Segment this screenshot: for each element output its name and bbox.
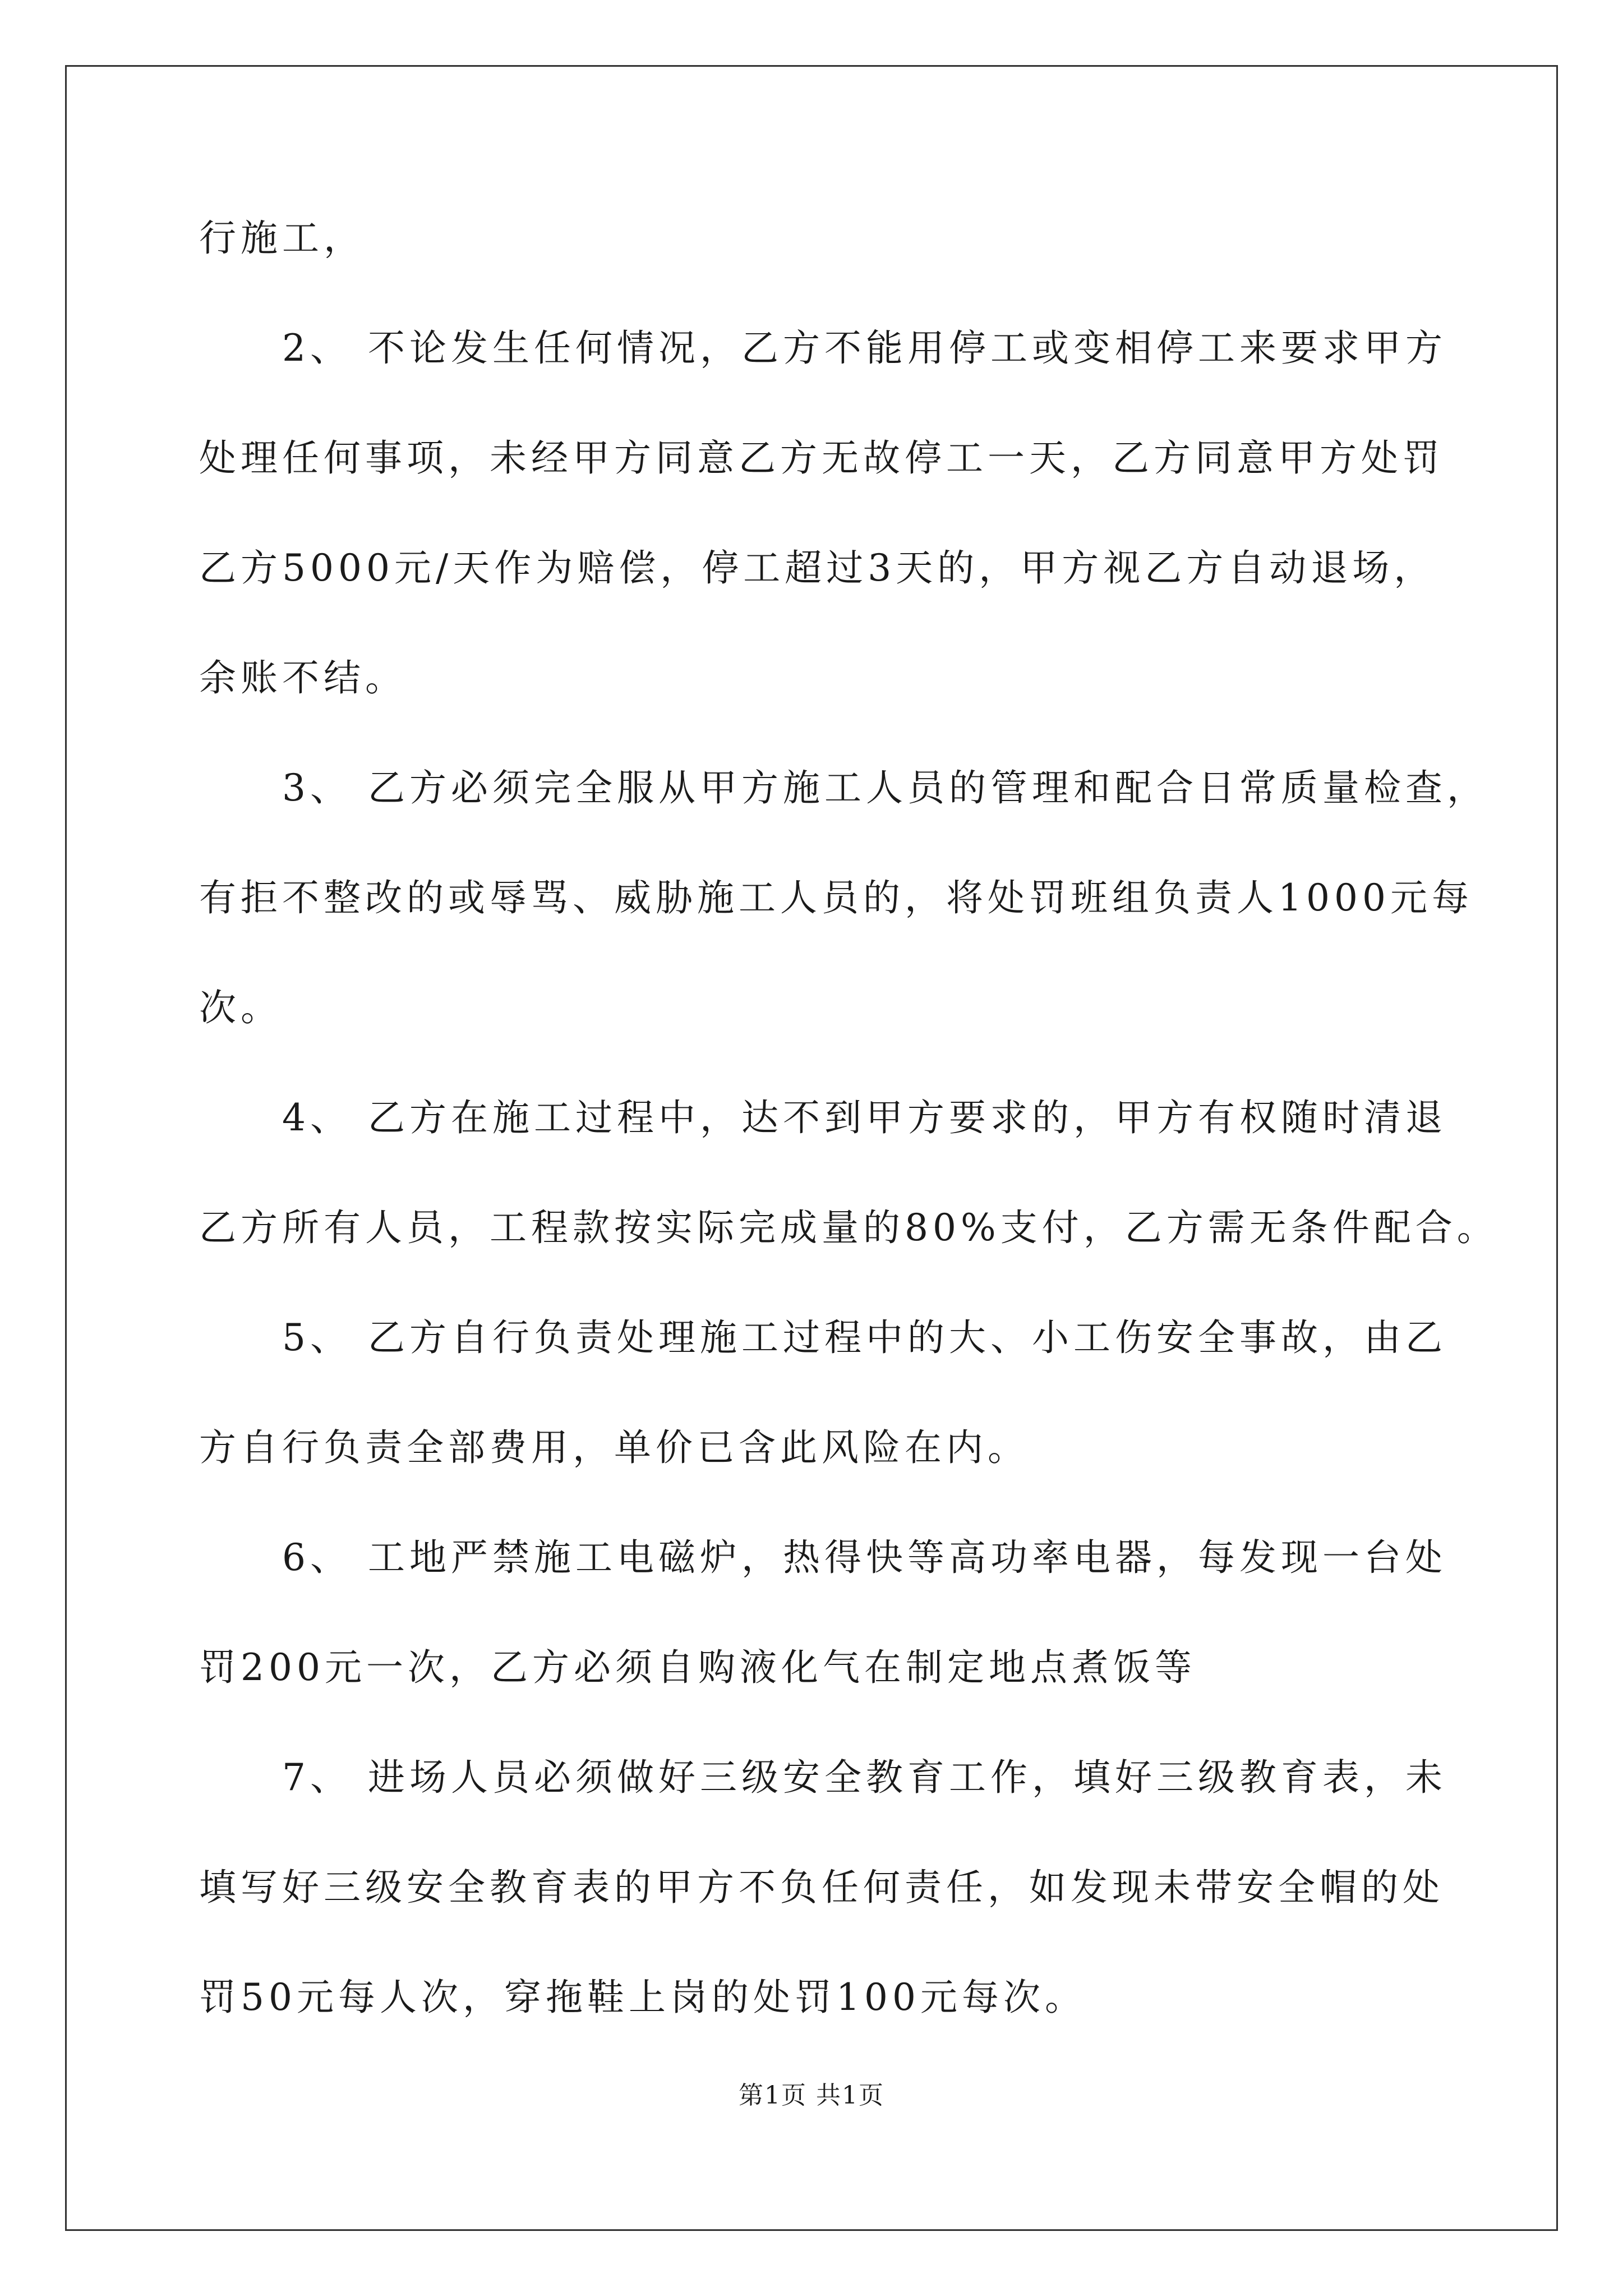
paragraph [199, 1750, 1447, 2026]
text-line: 6、 工地严禁施工电磁炉，热得快等高功率电器，每发现一台处 [282, 1536, 1447, 1579]
text-line: 4、 乙方在施工过程中，达不到甲方要求的，甲方有权随时清退 [282, 1096, 1447, 1139]
paragraph [199, 1530, 1447, 1696]
paragraph [199, 210, 1433, 266]
text-line: 填写好三级安全教育表的甲方不负任何责任，如发现未带安全帽的处 [199, 1866, 1444, 1909]
paragraph [199, 1310, 1447, 1476]
text-line: 方自行负责全部费用，单价已含此风险在内。 [199, 1426, 1029, 1469]
text-line: 行施工， [199, 217, 365, 260]
text-line: 5、 乙方自行负责处理施工过程中的大、小工伤安全事故，由乙 [282, 1316, 1447, 1359]
text-line: 罚50元每人次，穿拖鞋上岗的处罚100元每次。 [199, 1976, 1086, 2019]
text-line: 2、 不论发生任何情况，乙方不能用停工或变相停工来要求甲方 [282, 326, 1447, 370]
text-line: 乙方所有人员，工程款按实际完成量的80%支付，乙方需无条件配合。 [199, 1206, 1498, 1249]
page-footer: 第1页 共1页 [739, 2081, 884, 2110]
document-body [199, 210, 1498, 2026]
paragraph [199, 320, 1447, 706]
paragraph [199, 760, 1488, 1036]
text-line: 7、 进场人员必须做好三级安全教育工作，填好三级教育表，未 [282, 1756, 1447, 1799]
text-line: 罚200元一次，乙方必须自购液化气在制定地点煮饭等 [199, 1646, 1196, 1689]
text-line: 有拒不整改的或辱骂、威胁施工人员的，将处罚班组负责人1000元每 [199, 876, 1473, 919]
text-line: 3、 乙方必须完全服从甲方施工人员的管理和配合日常质量检查， [282, 766, 1488, 809]
text-line: 乙方5000元/天作为赔偿，停工超过3天的，甲方视乙方自动退场， [199, 546, 1436, 590]
text-line: 次。 [199, 986, 282, 1029]
text-line: 余账不结。 [199, 656, 407, 700]
paragraph [199, 1090, 1498, 1256]
text-line: 处理任何事项，未经甲方同意乙方无故停工一天，乙方同意甲方处罚 [199, 436, 1444, 480]
